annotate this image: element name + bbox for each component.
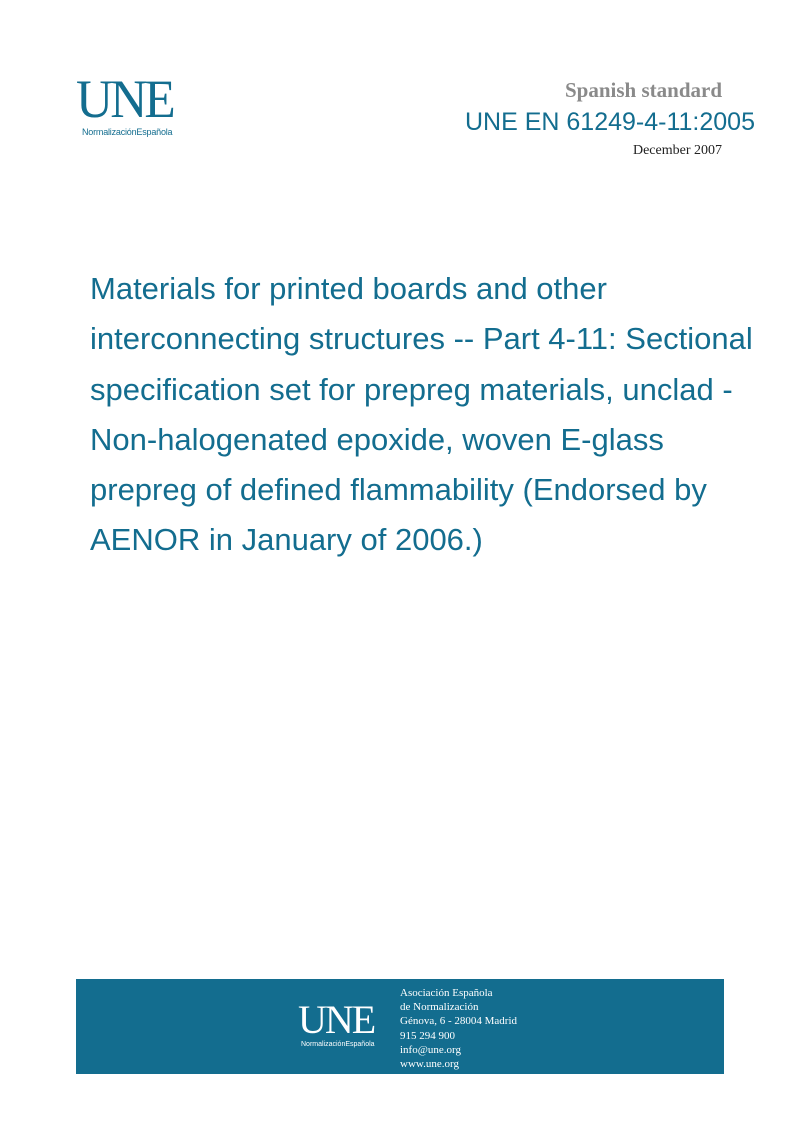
standard-header xyxy=(565,78,722,103)
footer-website[interactable]: www.une.org xyxy=(400,1058,459,1071)
footer-band xyxy=(76,979,724,1074)
footer-logo xyxy=(298,997,388,1048)
footer-logo-tagline: NormalizaciónEspañola xyxy=(301,1041,375,1048)
footer-contact-info xyxy=(400,986,517,1071)
standard-code: UNE EN 61249-4-11:2005 xyxy=(465,108,755,136)
footer-org-line2: de Normalización xyxy=(400,1001,479,1014)
document-title: Materials for printed boards and other interconnecting structures -- Part 4-11: Sectional specification set for prepreg materials, unclad - Non-halogenated epoxide, woven E-glass prepreg of defined flammability (Endorsed by AENOR in January of 2006.) xyxy=(90,271,753,558)
footer-logo-mark: UNE xyxy=(298,997,375,1042)
standard-type: Spanish standard xyxy=(565,78,722,102)
footer-email[interactable]: info@une.org xyxy=(400,1043,461,1056)
footer-phone: 915 294 900 xyxy=(400,1029,455,1042)
standard-date: December 2007 xyxy=(632,143,722,158)
une-logo-tagline: NormalizaciónEspañola xyxy=(82,127,173,137)
une-logo-mark: UNE xyxy=(76,69,173,129)
footer-org-line1: Asociación Española xyxy=(400,987,493,999)
footer-address: Génova, 6 - 28004 Madrid xyxy=(400,1015,518,1028)
une-logo xyxy=(76,69,196,137)
